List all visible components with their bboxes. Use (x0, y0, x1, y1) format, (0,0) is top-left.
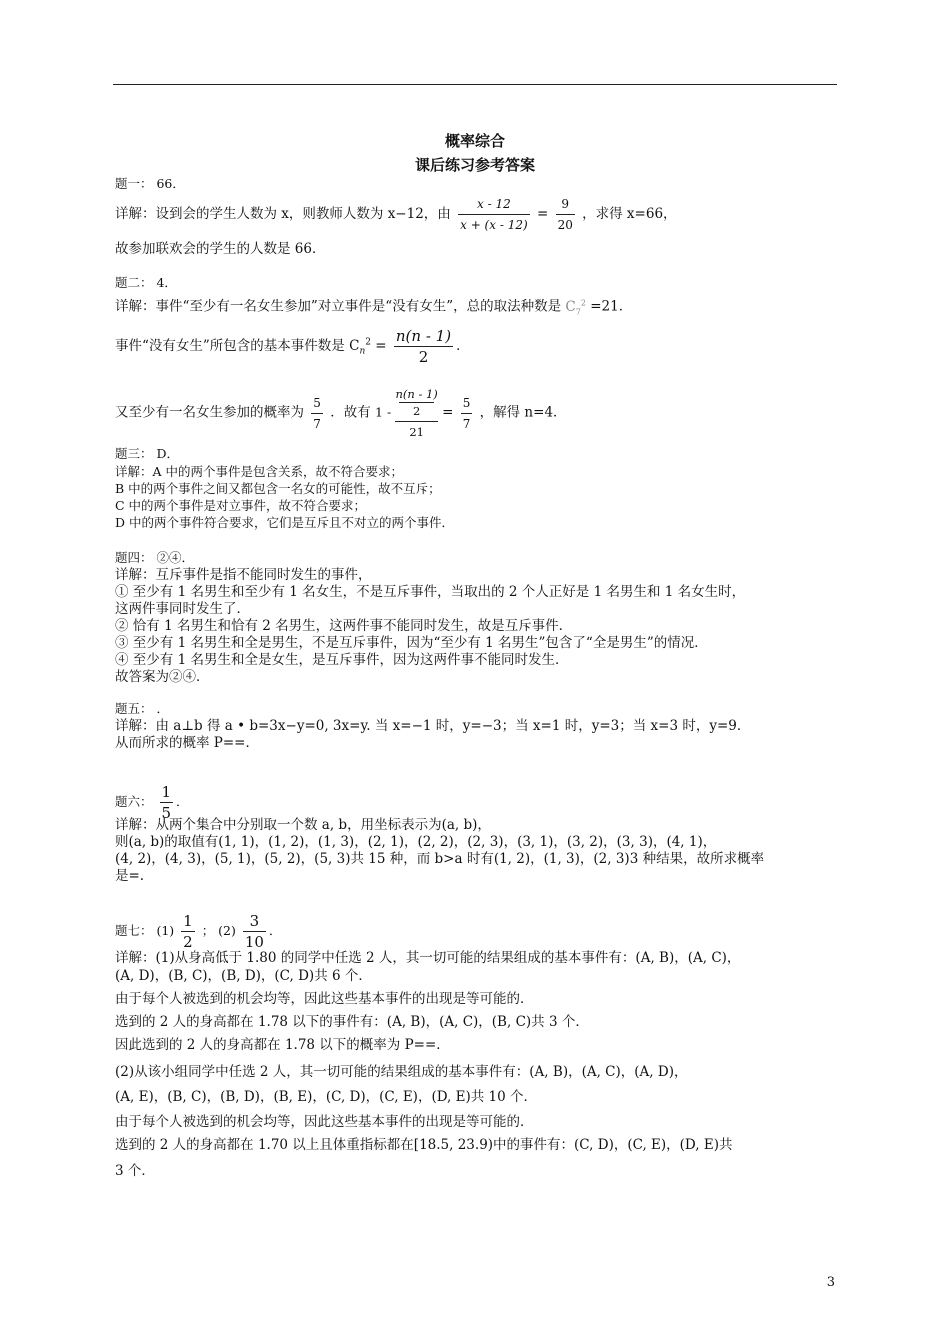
q7-line: 3 个． (115, 1163, 155, 1179)
page-title: 概率综合 (444, 132, 505, 150)
q1-text-b: ，求得 x=66， (582, 206, 677, 222)
q4-line: ④ 至少有 1 名男生和全是女生，是互斥事件，因为这两件事不能同时发生． (115, 652, 569, 668)
q2-detail-line3: 又至少有一名女生参加的概率为 $\frac{5}{7}$ ．故有 1 - n(n - 1) 2 21 = $\frac{5}{7}$ ，解得 n=4． (115, 387, 567, 439)
q1-answer: 题一： 66． (115, 176, 185, 191)
q6-answer-line: 题六： $\frac{1}{5}$ ． (115, 783, 189, 822)
q7-line: 详解：(1)从身高低于 1.80 的同学中任选 2 人，其一切可能的结果组成的基本事件有：(A, B)，(A, C)， (115, 950, 741, 966)
q1-fraction-result: $\frac{9}{20}$ (557, 197, 573, 232)
q4-line: ① 至少有 1 名男生和至少有 1 名女生，不是互斥事件，当取出的 2 个人正好是 1 名男生和 1 名女生时， (115, 584, 746, 600)
q7-line: 因此选到的 2 人的身高都在 1.78 以下的概率为 P==． (115, 1037, 450, 1053)
q2-detail-line2: 事件“没有女生”所包含的基本事件数是 $C_n^2$ = $\frac{n(n - 1)}{2}$ ． (115, 327, 470, 366)
q7-line: 由于每个人被选到的机会均等，因此这些基本事件的出现是等可能的． (115, 991, 534, 1007)
q2-text-1: 详解：事件“至少有一名女生参加”对立事件是“没有女生”，总的取法种数是 (115, 298, 562, 315)
q4-line: 这两件事同时发生了． (115, 601, 250, 617)
q7-answer: 题七： (1) (115, 923, 175, 938)
q1-conclusion: 故参加联欢会的学生的人数是 66． (115, 241, 326, 257)
q2-cn2: $C_n^2$ (349, 337, 371, 357)
q7-fraction-2: $\frac{3}{10}$ (244, 912, 264, 951)
q7-line: (A, E)，(B, C)，(B, D)，(B, E)，(C, D)，(C, E)，(D, E)共 10 个． (115, 1089, 538, 1105)
q2-c72: $C_7^2$ (565, 298, 586, 317)
q2-fraction-result: $\frac{5}{7}$ (462, 395, 471, 431)
page-number: 3 (826, 1275, 835, 1290)
q5-line: 从而所求的概率 P==． (115, 735, 259, 751)
q2-text-6: ，解得 n=4． (479, 404, 567, 421)
q7-line: 选到的 2 人的身高都在 1.78 以下的事件有：(A, B)，(A, C)，(B, C)共 3 个． (115, 1014, 589, 1030)
q7-answer-line: 题七： (1) $\frac{1}{2}$ ； (2) $\frac{3}{10}$ ． (115, 912, 282, 951)
q6-line: 详解：从两个集合中分别取一个数 a, b，用坐标表示为(a, b)， (115, 817, 491, 833)
q2-text-4: 又至少有一名女生参加的概率为 (115, 404, 304, 421)
q3-line: C 中的两个事件是对立事件，故不符合要求； (115, 498, 367, 513)
q7-line: (A, D)，(B, C)，(B, D)，(C, D)共 6 个． (115, 968, 372, 984)
q4-answer: 题四： ②④． (115, 550, 194, 565)
q7-line: (2)从该小组同学中任选 2 人，其一切可能的结果组成的基本事件有：(A, B)，(A, C)，(A, D)， (115, 1064, 688, 1080)
q7-line: 由于每个人被选到的机会均等，因此这些基本事件的出现是等可能的． (115, 1114, 534, 1130)
q6-line: (4, 2)，(4, 3)，(5, 1)，(5, 2)，(5, 3)共 15 种，而 b>a 时有(1, 2)，(1, 3)，(2, 3)3 种结果，故所求概率 (115, 851, 765, 867)
q2-nested-fraction: n(n - 1) 2 21 (395, 387, 438, 439)
q4-line: ② 恰有 1 名男生和恰有 2 名男生，这两件事不能同时发生，故是互斥事件． (115, 618, 573, 634)
q6-fraction: $\frac{1}{5}$ (161, 783, 172, 822)
q6-line: 则(a, b)的取值有(1, 1)，(1, 2)，(1, 3)，(2, 1)，(2, 2)，(2, 3)，(3, 1)，(3, 2)，(3, 3)，(4, 1)， (115, 834, 717, 850)
q3-line: D 中的两个事件符合要求，它们是互斥且不对立的两个事件． (115, 515, 454, 530)
q2-one-minus: 1 - (375, 404, 392, 420)
page-subtitle: 课后练习参考答案 (414, 156, 535, 174)
q2-text-2: =21． (590, 298, 633, 315)
q7-separator: ； (2) (201, 923, 236, 938)
q3-line: B 中的两个事件之间又都包含一名女的可能性，故不互斥； (115, 481, 441, 496)
q6-line: 是=. (115, 868, 145, 884)
q1-detail-line: 详解：设到会的学生人数为 x，则教师人数为 x−12，由 $\frac{x - 12}{x + (x - 12)}$ = $\frac{9}{20}$ ，求得 x=66， (115, 197, 677, 232)
q2-text-3: 事件“没有女生”所包含的基本事件数是 (115, 338, 345, 354)
header-rule (113, 84, 837, 85)
q7-line: 选到的 2 人的身高都在 1.70 以上且体重指标都在[18.5, 23.9)中的事件有：(C, D)，(C, E)，(D, E)共 (115, 1137, 733, 1153)
q5-line: 详解：由 a⊥b 得 a • b=3x−y=0, 3x=y. 当 x=−1 时，y=−3；当 x=1 时，y=3；当 x=3 时，y=9． (115, 718, 751, 734)
q2-text-5: ．故有 (330, 404, 371, 421)
q4-line: ③ 至少有 1 名男生和全是男生，不是互斥事件，因为“至少有 1 名男生”包含了“全是男生”的情况． (115, 635, 708, 651)
q6-answer: 题六： (115, 794, 153, 809)
q2-fraction-5-7: $\frac{5}{7}$ (313, 395, 321, 431)
q5-answer: 题五： ． (115, 701, 169, 716)
q2-fraction-nn: $\frac{n(n - 1)}{2}$ (395, 327, 452, 366)
q2-detail-line1 (115, 295, 632, 320)
q1-text-a: 详解：设到会的学生人数为 x，则教师人数为 x−12，由 (115, 206, 451, 222)
q3-answer: 题三： D． (115, 446, 179, 461)
q3-line: 详解：A 中的两个事件是包含关系，故不符合要求； (115, 464, 404, 479)
q2-answer: 题二： 4． (115, 275, 177, 290)
q7-fraction-1: $\frac{1}{2}$ (183, 912, 193, 951)
q1-fraction: $\frac{x - 12}{x + (x - 12)}$ (460, 197, 528, 232)
q4-line: 故答案为②④． (115, 669, 210, 685)
q4-line: 详解：互斥事件是指不能同时发生的事件， (115, 567, 372, 583)
